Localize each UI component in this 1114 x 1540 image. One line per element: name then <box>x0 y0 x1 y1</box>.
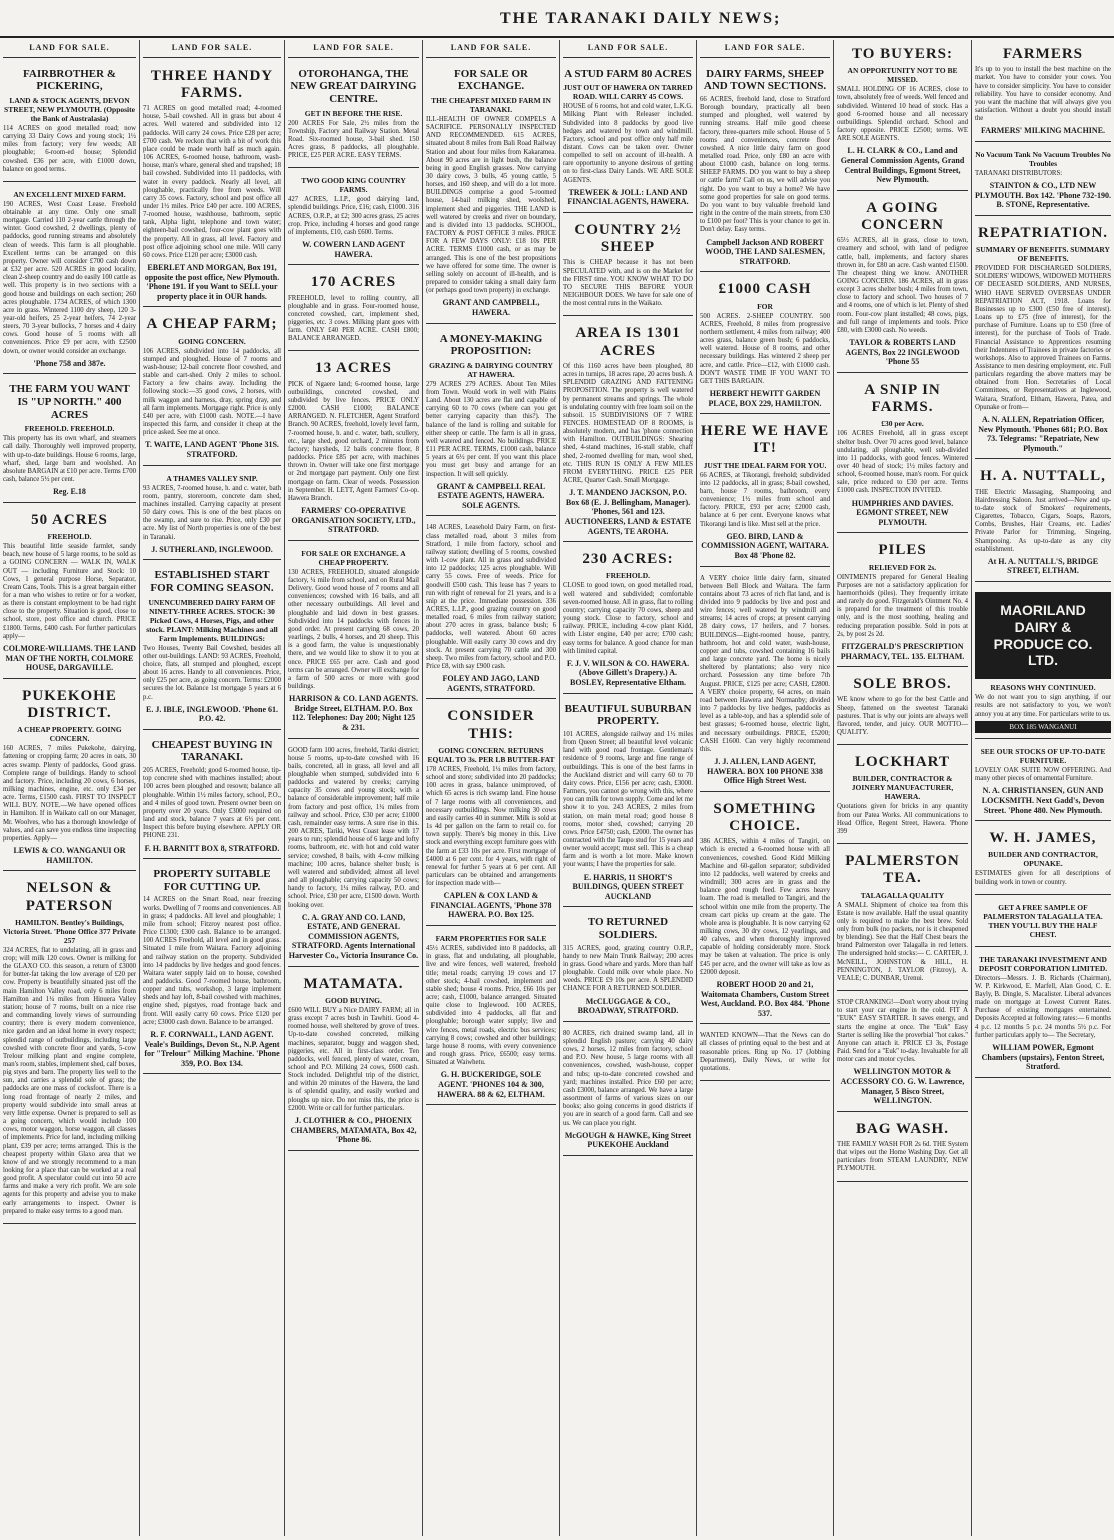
advertisement <box>288 970 419 1151</box>
advertisement-heading: ESTABLISHED START FOR COMING SEASON. <box>150 569 274 594</box>
advertisement-heading: 170 ACRES <box>310 274 397 291</box>
column-8 <box>972 40 1114 1536</box>
advertisement-body: 80 ACRES, rich drained swamp land, all in splendid English pasture; carrying 40 dairy cows, 2 horses, 12 miles from factory, school and P.O. New house, 5 large rooms with all conveniences, cowshed, wash-house, copper and tubs; up-to-date concreted cowshed and yard; machines installed. Price £60 per acre; cash £3000, balance arranged. We have a large assortment of farms of various sizes on our books; also going concerns in good districts if you are in search of a good farm. Call and see us. We can place you right. <box>563 1029 693 1127</box>
advertisement-heading: TO BUYERS: <box>852 46 953 62</box>
advertisement-body: HOUSE of 6 rooms, hot and cold water, L.K.G. Milking Plant with Releaser included. Subdivided into 8 paddocks by good live hedges and watered by town and windmill. Factory, school and post office only half mile distant. Cows can be taken over. Owner compelled to sell on account of ill-health. A rare opportunity to anyone desirous of getting on to first-class Dairy Lands. WE ARE SOLE AGENTS. <box>563 103 693 184</box>
column-heading: LAND FOR SALE. <box>700 40 830 58</box>
advertisement-signature: N. A. CHRISTIANSEN, GUN AND LOCKSMITH. Next Gadd's, Devon Street. 'Phone 480. New Plymouth. <box>981 786 1105 815</box>
advertisement-body: 148 ACRES, Leasehold Dairy Farm, on first-class metalled road, about 3 miles from Stratford, 1 mile from factory, school and railway station; dwelling of 5 rooms, cowshed with 1-cow plant. All in grass and subdivided into 12 paddocks; 125 acres ploughable. Will carry 55 cows. Free of weeds. Price for goodwill £500 cash. This lease has 7 years to run with right of renewal for 21 years, and is a snip at the price. Immediate possession. 336 ACRES, L.I.P., good grazing country on good metalled road, 6 miles from railway station; about 270 acres in grass, balance bush; 6 paddocks, well watered. About 60 acres ploughable. Will easily carry 30 cows and dry stock. At present carrying 70 cattle and 300 sheep. Two miles from factory, school and P.O. Price £8, with say £900 cash. <box>426 524 556 671</box>
advertisement <box>563 1025 693 1156</box>
advertisement-heading: REPATRIATION. <box>977 224 1109 241</box>
advertisement-body: ILL-HEALTH OF OWNER COMPELS A SACRIFICE. PERSONALLY INSPECTED AND RECOMMENDED. 615 ACRES, situated about 8 miles from Bali Road Railway Station and about four miles from Kakaramea. About 90 acres are in light bush, the balance being in good English grasses. Now carrying 30 dairy cows, 3 bulls, 45 young cattle, 5 horses, and 160 sheep, and will do a lot more. BUILDINGS comprise a good 5-roomed house, 14-bail milking shed, woolshed, implement shed and piggeries. THE LAND is well watered by creeks and river on boundary, and is divided into 13 paddocks. SCHOOL, FACTORY & POST OFFICE 3 miles. PRICE FOR A FEW DAYS ONLY: £18 10s PER ACRE. TERMS £1000 cash, or as may be arranged. This is one of the best propositions we have offered for some time. The owner is selling solely on account of ill-health, and is prepared to consider taking a small dairy farm (or perhaps good town property) in exchange. <box>426 115 556 295</box>
advertisement-body: 66 ACRES, freehold land, close to Stratford Borough boundary, practically all been stumped and ploughed, well watered by running streams. Half mile good cheese factory, three-quarters mile school. House of 5 rooms and conveniences, concrete floor cowshed. A nice little dairy farm on good metalled road. Price, only £80 an acre with about £1000 cash, balance on long terms. SHEEP FARMS. DO you want to buy a sheep or cattle farm? Call on us, we will advise you right. Do you want to buy a home? We have some good properties for sale on good terms. Do you want to buy valuable freehold land right in the centre of the main streets, from £30 to £100 per foot? This is your chance to get in. Don't delay. Easy terms. <box>700 95 830 234</box>
advertisement-heading: SOLE BROS. <box>853 676 952 693</box>
advertisement-signature: Campbell Jackson AND ROBERT WOOD, THE LAND SALESMEN, STRATFORD. <box>705 237 825 266</box>
advertisement-signature: F. H. BARNITT BOX 8, STRATFORD. <box>144 843 280 853</box>
advertisement <box>837 376 968 534</box>
advertisement-subheading: A THAMES VALLEY SNIP. <box>166 473 258 483</box>
advertisement <box>426 327 556 517</box>
advertisement-body: Directors—Messrs. J. B. Richards (Chairman), W. P. Kirkwood, E. Marfell, Alan Good, C. E. Bayly, B. Dingle, S. Macalister. Liberal advances made on mortgage at Lowest Current Rates. Purchase of existing mortgages entertained. Deposits Accepted at following rates:— 6 months 4 p.c. 12 months 5 p.c. 24 months 5½ p.c. For further particulars apply to— The Secretary, <box>975 974 1111 1039</box>
advertisement-heading: PILES <box>878 542 927 559</box>
advertisement-heading: 50 ACRES <box>31 511 108 528</box>
advertisement <box>3 506 136 679</box>
advertisement-body: PROVIDED FOR DISCHARGED SOLDIERS, SOLDIERS' WIDOWS, WIDOWED MOTHERS OF DECEASED SOLDIERS, AND NURSES, WHO HAVE SERVED OVERSEAS UNDER REPATRIATION ACT, 1918. Loans for Businesses up to £300 (£50 free of interest). Loans up to £75 (free of interest), for the purchase of Furniture. Loans up to £50 (free of interest), for the purchase of Tools of Trade. Financial Assistance to Apprentices resuming their Indentures of Trainees in private factories or workshops. Also to approved Trainees on Farms. Assistance to men desiring employment, etc. Full particulars regarding the above matters may be obtained from Hon. Secretaries of Local Committees, or Representatives at Inglewood, Waitara, Stratford, Eltham, Hawera, Patea, and Opunake or from— <box>975 265 1111 411</box>
advertisement <box>837 536 968 667</box>
advertisement <box>426 929 556 1105</box>
advertisement-heading: 13 ACRES <box>315 360 392 377</box>
advertisement-heading: LOCKHART <box>855 754 950 771</box>
advertisement <box>563 545 693 693</box>
advertisement-body: This is CHEAP because it has not been SPECULATED with, and is on the Market for the FIRST time. YOU KNOW WHAT TO DO TO SECURE THIS BEFORE YOUR NEIGHBOUR DOES. We have for sale one of the most central runs in the Waikato. <box>563 259 693 308</box>
advertisement-signature: A. N. ALLEN, Repatriation Officer, New Plymouth. 'Phones 681; P.O. Box 73. Telegrams: "Repatriate, New Plymouth." <box>978 414 1108 453</box>
advertisement <box>3 682 136 872</box>
advertisement-subheading: JUST OUT OF HAWERA ON TARRED ROAD. WILL CARRY 45 COWS. <box>563 83 693 102</box>
advertisement-body: 93 ACRES, 7-roomed house, h. and c. water, bath room, pantry, storeroom, concrete dam shed, machines installed. Carrying capacity at present 50 dairy cows. This is one of the best places on the swamp, and sure to rise. Price, only £30 per acre. My list of North properties is one of the best in Taranaki. <box>143 484 281 541</box>
advertisement-heading: A CHEAP FARM; <box>146 316 278 333</box>
advertisement-body: 106 ACRES Freehold, all in grass except shelter bush. Over 70 acres good level, balance undulating, all ploughable, well sub-divided into 11 paddocks, with good fences. Wintered over 40 head of stock; 1½ miles factory and school, 6-roomed house, man's room. For quick sale, price reduced to £30 per acre. Terms £1000 cash. INSPECTION INVITED. <box>837 430 968 495</box>
advertisement-heading: NELSON & PATERSON <box>25 880 114 914</box>
advertisement-heading: PUKEKOHE DISTRICT. <box>22 687 117 721</box>
advertisement-body: 160 ACRES, 7 miles Pukekohe, dairying, fattening or cropping farm; 20 acres in oats, 30 acres swamp. Plenty of paddocks, Good grass. Complete range of buildings. Handy to school and factory. Price, including 20 cows, 6 horses, milking machines, engine, etc. only £34 per acre. Terms, £1500 cash. FIRST TO INSPECT WILL BUY. NOTE.—We have opened offices in Hamilton. If in Waikato call on our Manager, Mr. Woolves, who has a thorough knowledge of values, and can save you endless time inspecting properties. Apply— <box>3 745 136 842</box>
advertisement-signature: HERBERT HEWITT GARDEN PLACE, BOX 229, HAMILTON. <box>708 388 822 408</box>
advertisement-heading: DAIRY FARMS, SHEEP AND TOWN SECTIONS. <box>703 67 827 93</box>
advertisement-subheading: SUMMARY OF BENEFITS. SUMMARY OF BENEFITS. <box>976 245 1110 264</box>
advertisement-banner: MAORILAND DAIRY & PRODUCE CO. LTD. <box>975 592 1111 679</box>
advertisement <box>426 62 556 324</box>
advertisement-body: SMALL HOLDING OF 16 ACRES, close to town, absolutely free of weeds. Well fenced and subdivided. Wintered 10 head of stock. Has a good 6-roomed house and all necessary outbuildings. Splendid orchard. School and factory opposite. PRICE £2500; terms. WE ARE SOLE AGENTS. <box>837 86 968 143</box>
advertisement-subheading: FOR <box>757 301 773 311</box>
advertisement-body: 130 ACRES, FREEHOLD, situated alongside factory, ¼ mile from school, and on Rural Mail Delivery. Good wood house of 7 rooms and all conveniences; cowshed with 16 bails, and all other necessary outbuildings. All level and ploughable and laid down in best grasses. Subdivided into 14 paddocks with fences in good order. At present carrying 68 cows, 20 yearlings, 2 bulls, 4 horses, and 20 sheep. This is a good farm, the value is unquestionably there, and we would like to show it to you at once. PRICE £65 per acre. Cash and good terms can be arranged. Owner will exchange for a farm of 500 acres or more with good buildings. <box>288 568 419 691</box>
advertisement <box>143 862 281 1074</box>
column-7 <box>834 40 972 1536</box>
advertisement-body: 65½ ACRES, all in grass, close to town, creamery and school, with land of pedigree cattle, ball, implements, and factory shares thrown in, for £80 an acre. Cash wanted £1500. The cheapest thing we know. ANOTHER GOING CONCERN. 186 ACRES, all in grass except 3 acres shelter bush; 4 miles from town, close to factory and school. Two houses of 7 and 4 rooms, one of which is let. Plenty of shed room. Four-cow plant installed; 48 cows, pigs, and full range of implements and tools. Price £80, with £3000 cash. No weeds. <box>837 237 968 334</box>
advertisement-body: 200 ACRES For Sale, 2½ miles from the Township, Factory and Railway Station. Metal Road. Six-roomed house, 3-bail shed. 150 Acres grass, 8 paddocks, all ploughable. PRICE, £25 PER ACRE. EASY TERMS. <box>288 119 419 160</box>
advertisement <box>837 994 968 1112</box>
advertisement <box>563 697 693 908</box>
advertisement <box>837 670 968 745</box>
advertisement-subheading: FREEHOLD. <box>47 532 92 542</box>
advertisement <box>3 874 136 1224</box>
column-4 <box>423 40 560 1536</box>
advertisement <box>426 702 556 926</box>
advertisement-body: Two Houses, Twenty Bail Cowshed, besides all other out-buildings. LAND: 93 ACRES, Freehold, choice, flats, all stumped and ploughed, except about 16 acres. Handy to all conveniences. Price, only £25 per acre, as going concern. Terms: £2000 secures the lot. Balance 1st mortgage 5 years at 6 p.c. <box>143 644 281 701</box>
advertisement-body: £600 WILL BUY a Nice DAIRY FARM; all in grass except 7 acres bush in Tawhiti. Good 4-roomed house, well sheltered by grove of trees. Up-to-date cowshed concreted, milking machines, separator, buggy and waggon shed, piggeries, etc. All in first-class order. Ten paddocks, well fenced, plenty of water, cream, school and P.O. Milking 24 cows, £600 cash. Stock included. Delightful trip of the district, and within 20 minutes of the Hawera, the land is of splendid quality, and easily worked and ploughs up nice. Do not miss this, the price is £2000. Write or call for further particulars. <box>288 1006 419 1112</box>
column-heading: LAND FOR SALE. <box>143 40 281 58</box>
advertisement-subheading: GOOD BUYING. <box>325 995 382 1005</box>
advertisement-signature: GRANT AND CAMPBELL, HAWERA. <box>442 298 540 317</box>
advertisement <box>700 1027 830 1081</box>
advertisement-subheading: SEE OUR STOCKS OF UP-TO-DATE FURNITURE. <box>980 747 1106 766</box>
advertisement-subheading: GRAZING & DAIRYING COUNTRY AT HAWERA. <box>429 360 553 379</box>
advertisement-heading: PROPERTY SUITABLE FOR CUTTING UP. <box>153 868 271 893</box>
advertisement <box>975 898 1111 947</box>
advertisement <box>700 275 830 414</box>
advertisement-body: STOP CRANKING!—Don't worry about trying to start your car engine in the cold. FIT A "EUK" EASY STARTER. It saves energy, and starts the engine at once. The "Euk" Easy Starter is selling like the proverbial "hot cakes." Anyone can attach it. PRICE £3 3s, Postage Paid. Send for a "Euk" to-day. Invaluable for all motor cars and motor cycles. <box>837 999 968 1064</box>
advertisement-subheading: FREEHOLD. <box>606 571 650 581</box>
advertisement-heading: FAIRBROTHER & PICKERING, <box>23 67 116 93</box>
column-heading: LAND FOR SALE. <box>426 40 556 58</box>
advertisement-heading: THREE HANDY FARMS. <box>150 67 274 101</box>
advertisement <box>975 219 1111 459</box>
advertisement-subheading: RELIEVED FOR 2s. <box>868 562 937 572</box>
column-heading: LAND FOR SALE. <box>288 40 419 58</box>
advertisement <box>3 377 136 502</box>
advertisement-signature: FOLEY AND JAGO, LAND AGENTS, STRATFORD. <box>442 674 540 693</box>
advertisement-heading: FOR SALE OR EXCHANGE. <box>454 67 528 93</box>
advertisement-body: This property has its own wharf, and steamers call daily. Thoroughly well improved property, with up-to-date buildings. House 6 rooms, large, wharf, shed, large barn and woolshed. An absolute BARGAIN at £10 per acre. Terms £700 cash, balance 5½ per cent. <box>3 435 136 484</box>
advertisement-heading: A SNIP IN FARMS. <box>864 381 941 416</box>
advertisement <box>837 194 968 373</box>
advertisement-body: A SMALL Shipment of choice tea from this Estate is now available. Half the usual quantity only is required to make the best brew. Sold only from bulk (no packets, nor is it cheapened by blending). See that the Half Chest bears the brand Palmerston over Talagalla in red letters. The undersigned hold stocks:— C. CARTER, J. McNEILL, JOHNSTON & HILL, H. PENNINGTON, J. TAYLOR (Fitzroy), A. VEALE; C. DUNBAR, Urenui. <box>837 901 968 982</box>
advertisement <box>288 742 419 967</box>
advertisement-body: 178 ACRES, Freehold, 1¼ miles from factory, school and store; subdivided into 20 paddocks; 100 acres in grass, balance unimproved, of which 65 acres is rich swamp land. Fine house of 7 large rooms with all conveniences, and necessary outbuildings. Now milking 30 cows and easily carries 40 in summer. Milk is sold at 1s 4d per gallon on the farm to retail co. for town supply. There's big money in this. Live stock and everything except furniture goes with the farm at £33 10s per acre. First mortgage of £4000 at 6 per cent. for 4 years, with right of renewal for further 5 years at 6 per cent. All particulars can be obtained and arrangements for inspection made with— <box>426 765 556 888</box>
advertisement-subheading: A CHEAP PROPERTY. GOING CONCERN. <box>17 725 122 744</box>
advertisement-body: WE know where to go for the best Cattle and Sheep, fattened on the sweetest Taranaki pastures. That is why our joints are always well flavored, tender, and juicy. OUR MOTTO—QUALITY. <box>837 696 968 736</box>
advertisement <box>3 62 136 182</box>
advertisement <box>837 40 968 191</box>
advertisement-signature: HARRISON & CO. LAND AGENTS. Bridge Street, ELTHAM. P.O. Box 112. Telephones: Day 200; Night 125 & 231. <box>289 694 418 732</box>
advertisement-body: 106 ACRES, subdivided into 14 paddocks, all stumped and ploughed. House of 7 rooms and wash-house; 12-bail concrete floor cowshed, and stable and cart-shed. Only 2 miles to school. Factory a few chains away. Including the following stock:—35 good cows, 2 horses, with milk waggon and harness, dray, spring dray, and all farm implements. Mortgage right. Price is only £40 per acre, with £1000 cash. NOTE.—I have inspected this farm, and consider it cheap at the price asked. See me at once. <box>143 347 281 437</box>
advertisement-subheading: No Vacuum Tank No Vacuum Troubles No Troubles <box>975 149 1111 168</box>
advertisement-heading: AREA IS 1301 ACRES <box>575 325 681 359</box>
advertisement-body: ESTIMATES given for all descriptions of building work in town or country. <box>975 870 1111 886</box>
advertisement-signature: WELLINGTON MOTOR & ACCESSORY CO. G. W. Lawrence, Manager, 5 Bisco Street, WELLINGTON. <box>840 1067 965 1106</box>
advertisement <box>975 585 1111 739</box>
advertisement-heading: SOMETHING CHOICE. <box>713 800 817 834</box>
advertisement-body: FREEHOLD, level to rolling country, all ploughable and in grass. Four-roomed house, concreted cowshed, cart, implement shed, piggeries, etc. 3 cows. Milking plant goes with farm. ONLY £40 PER ACRE. CASH £800; BALANCE ARRANGED. <box>288 294 419 343</box>
advertisement <box>426 519 556 699</box>
advertisement <box>975 824 1111 895</box>
advertisement <box>700 795 830 1025</box>
advertisement-signature: TREWEEK & JOLL: LAND AND FINANCIAL AGENTS, HAWERA. <box>567 187 689 207</box>
advertisement-heading: PALMERSTON TEA. <box>845 853 960 887</box>
advertisement-signature: LEWIS & CO. WANGANUI OR HAMILTON. <box>13 846 126 865</box>
advertisement-subheading: LAND & STOCK AGENTS, DEVON STREET, NEW PLYMOUTH. (Opposite the Bank of Australasia) <box>4 95 135 123</box>
advertisement-heading: BAG WASH. <box>856 1120 949 1137</box>
advertisement-signature: W. COWERN LAND AGENT HAWERA. <box>302 240 405 259</box>
advertisement-signature: C. A. GRAY AND CO. LAND, ESTATE, AND GENERAL COMMISSION AGENTS, STRATFORD. Agents International Harvester Co., Victoria Insurance Co. <box>288 912 419 961</box>
advertisement-signature: COLMORE-WILLIAMS. THE LAND MAN OF THE NORTH, COLMORE HOUSE, DARGAVILLE. <box>3 643 136 673</box>
advertisement <box>288 62 419 169</box>
advertisement <box>563 319 693 542</box>
advertisement-body: TARANAKI DISTRIBUTORS: <box>975 169 1063 177</box>
advertisement-signature: J. CLOTHIER & CO., PHOENIX CHAMBERS, MATAMATA, Box 42, 'Phone 86. <box>290 1115 417 1145</box>
advertisement-signature: J. SUTHERLAND, INGLEWOOD. <box>151 544 273 554</box>
advertisement-subheading: REASONS WHY CONTINUED. <box>990 683 1096 693</box>
advertisement-subheading: HAMILTON. Bentley's Buildings, Victoria Street. 'Phone Office 377 Private 257 <box>3 917 136 945</box>
advertisement <box>143 733 281 859</box>
advertisement <box>837 748 968 844</box>
advertisement-body: 427 ACRES, L.I.P., good dairying land, splendid buildings. Price, £16; cash, £1000. 316 ACRES, O.R.P., at £2; 300 acres grass, 25 acres crop. Price, including 4 horses and good range of implements, £10, cash £600. Terms. <box>288 196 419 236</box>
advertisement-subheading: FREEHOLD. FREEHOLD. <box>24 424 115 434</box>
advertisement-heading: A MONEY-MAKING PROPOSITION: <box>439 332 543 358</box>
advertisement-subheading: GOING CONCERN. RETURNS EQUAL TO 3s. PER LB BUTTER-FAT <box>427 745 555 764</box>
advertisement-body: This beautiful little seaside farmlet, sandy beach, new house of 5 large rooms, to be sold as a GOING CONCERN — WALK IN, WALK OUT — including Furniture and Stock: 10 Cows, 1 general purpose Horse, Separator, Cream Cans, Tools. This is a great bargain either for a man who wishes to retire or for a worker, as there is constant employment to be had right close to the property. Situation is good, close to school, store, post office and church. PRICE £1800. Terms, £400 cash. For further particulars apply— <box>3 543 136 640</box>
advertisement-body: 386 ACRES, within 4 miles of Tangiri, on which is erected a 6-roomed house with all conveniences, cowshed. Good Kidd Milking Machine and 60-gallon separator; subdivided into 12 paddocks, well watered by creeks and windmill; 300 acres are in grass and the balance good rough feed. Few acres heavy loam. The road is metalled to Tangiri, and the school within one mile from the property. The cream cart picks up cream at the gate. The whole area is ploughable. It is now carrying 62 milking cows, 30 dry cows, 12 yearlings, and 40 calves, and when thoroughly improved capable of holding considerably more. Stock may be taken at valuation. The price is only £45 per acre, and the owner will take as low as £2000 deposit. <box>700 838 830 976</box>
advertisement-heading: FARMERS <box>1002 46 1084 62</box>
masthead-title: THE TARANAKI DAILY NEWS; <box>500 10 782 27</box>
advertisement-body: GOOD farm 100 acres, freehold, Tariki district; house 5 rooms, up-to-date cowshed with 16 bails, concreted, all in grass, all level and all ploughable when stumped, subdivided into 6 paddocks and watered by creeks; carrying capacity 35 cows and young stock; with a balance of considerable improvement; half mile from factory and post office, 1¼ miles from railway and school. Price, £30 per acre; £1000 cash, remainder easy terms. A sure rise in this. 200 ACRES, Tariki, West Coast lease with 17 years to run; splendid house of 6 large and lofty rooms, bathroom, etc. with hot and cold water service; cowshed, 8 bails, with 4-cow milking machine; 100 acres, balance shelter bush; is well watered and subdivided; almost all level and all ploughable; carrying capacity 50 cows; handy to factory, 1¼ miles railway, P.O. and school. Price, £30 per acre, £1500 down. Worth looking over. <box>288 746 419 909</box>
advertisement-heading: W. H. JAMES, <box>989 830 1097 847</box>
advertisement <box>563 216 693 316</box>
advertisement-signature: At H. A. NUTTALL'S, BRIDGE STREET, ELTHAM. <box>987 556 1099 576</box>
advertisement-body: 205 ACRES, Freehold; good 6-roomed house, tip-top concrete shed with machines installed; about 100 acres been ploughed and resown; balance all ploughable. Within 1½ miles factory, school, P.O., and 4 miles of good town. Present owner been on property over 20 years. Only £3000 required on land and stock, balance 7 years at 6½ per cent. Inspect this before buying elsewhere. APPLY OR PHONE 231. <box>143 767 281 840</box>
advertisement-body: 500 ACRES. 2-SHEEP COUNTRY. 500 ACRES, Freehold, 8 miles from progressive northern settlement, 4 miles from railway; 400 acres grass, balance green bush; 6 paddocks, well watered. House of 8 rooms, and other necessary buildings. Has wintered 2 sheep per acre, and cattle. Price—£12, with £1000 cash. DON'T WASTE TIME IF YOU WANT TO GET THIS BARGAIN. <box>700 312 830 385</box>
advertisement <box>837 847 968 991</box>
advertisement-subheading: £30 per Acre. <box>881 419 924 429</box>
advertisement-body: A VERY choice little dairy farm, situated between Bell Block and Waitara. The farm contains about 73 acres of rich flat land, and is divided into 9 paddocks by live and post and wire fences; well watered by windmill and streams; 14 acres of crops; at present carrying 28 dairy cows, 17 heifers, and 7 horses. BUILDINGS—Eight-roomed house, pantry, bathroom, hot and cold water, wash-house, copper and tubs, cowshed containing 16 bails and large concrete yard. The home is nicely sheltered by plantations; also very nice orchard. Possession any time before 7th August. PRICE, £125 per acre; CASH, £2800. A VERY choice property, 64 acres, on main road between Hawera and Normanby; divided into 7 paddocks by live hedges, paddocks as level as a table-top, and has a splendid sole of best grasses; 6-roomed house, electric light, and necessary outbuildings. PRICE, £5200; CASH £1600. Can very highly recommend this. <box>700 574 830 753</box>
advertisement-body: LOVELY OAK SUITE NOW OFFERING. And many other pieces of ornamental Furniture. <box>975 767 1111 783</box>
advertisement <box>700 570 830 792</box>
masthead <box>0 0 1114 38</box>
advertisement-body: We do not want you to sign anything, if our results are not satisfactory to you, we won't annoy you at any time. For particulars write to us. <box>975 694 1111 718</box>
advertisement-heading: OTOROHANGA, THE NEW GREAT DAIRYING CENTRE. <box>290 67 417 105</box>
advertisement-signature: WILLIAM POWER, Egmont Chambers (upstairs), Fenton Street, Stratford. <box>981 1042 1105 1072</box>
advertisement-body: Of this 1160 acres have been ploughed, 80 acres in turnips, 18 acres rape, 20 acres bush. A SPLENDID GRAZING AND FATTENING PROPOSITION. The property is well watered by permanent streams and springs. The whole is undulating country with free loam soil on the subsoil. 15 SUBDIVISIONS OF 7 WIRE FENCES. HOMESTEAD OF 8 ROOMS, is absolutely modern, and has 'phone connection with Hamilton. OUTBUILDINGS: Shearing shed, 4-stand machines, 16-stall stable, chaff shed, 2-roomed dwelling for man, wool shed, etc. THIS RUN IS ONLY A FEW MILES FROM EVERYTHING. PRICE £25 PER ACRE, Quarter Cash. Small Mortgage. <box>563 362 693 485</box>
column-heading: LAND FOR SALE. <box>3 40 136 58</box>
advertisement-body: CLOSE to good town, on good metalled road, well watered and subdivided; comfortable seven-roomed house. All in grass, flat to rolling country; carrying capacity 70 cows, sheep and young stock. Close to factory, school and railway. PRICE, including 4-cow plant Kidd, with Lister engine, £40 per acre; £700 cash; easy terms for balance. A good chance for man with limited capital. <box>563 582 693 655</box>
advertisement-signature: G. H. BUCKERIDGE, SOLE AGENT. 'PHONES 104 & 300, HAWERA. 88 & 62, ELTHAM. <box>437 1070 545 1099</box>
column-heading: LAND FOR SALE. <box>563 40 693 58</box>
advertisement <box>143 563 281 730</box>
advertisement-signature: F. J. V. WILSON & CO. HAWERA. (Above Gillett's Drapery.) A. BOSLEY, Representative Eltham. <box>566 658 690 688</box>
advertisement-body: THE FAMILY WASH FOR 2s 6d. THE System that wipes out the Home Washing Day. Get all particulars from STEAM LAUNDRY, NEW PLYMOUTH. <box>837 1140 968 1173</box>
advertisement-signature: J. J. ALLEN, LAND AGENT, HAWERA. BOX 100 PHONE 338 Office High Street West. <box>707 756 823 786</box>
advertisement-signature: HUMPHRIES AND DAVIES. EGMONT STREET, NEW PLYMOUTH. <box>851 498 954 527</box>
advertisement <box>975 40 1111 142</box>
advertisement-signature: McGOUGH & HAWKE, King Street PUKEKOHE Auckland <box>564 1130 692 1150</box>
advertisement-heading: £1000 CASH <box>718 281 812 298</box>
advertisement-body: 279 ACRES 279 ACRES. About Ten Miles from Town. Would work in well with Plains Land. About 130 acres are flat and capable of carrying 60 to 70 cows (where can you get better carrying capacity than this?). The balance of the land is rolling and suitable for either sheep or cattle. The farm is all in grass, well watered and fenced. No buildings. PRICE £11 PER ACRE. TERMS, £1000 cash, balance 5 years at 6½ per cent. If you want this place you must get busy and arrange for an inspection. It will sell quickly. <box>426 380 556 478</box>
advertisement-signature: EBERLET AND MORGAN, Box 191, opposite the post office, New Plymouth. 'Phone 191. If you Want to SELL your property place it in OUR hands. <box>144 263 280 301</box>
advertisement-heading: 230 ACRES: <box>582 551 674 568</box>
advertisement-signature: T. WAITE, LAND AGENT 'Phone 31S. STRATFORD. <box>145 440 279 459</box>
advertisement <box>700 62 830 273</box>
advertisement-signature: J. T. MANDENO JACKSON, P.O. Box 68 (E. J. Bellingham, Manager). 'Phones, 561 and 123. AUCTIONEERS, LAND & ESTATE AGENTS, TE AROHA. <box>564 488 692 536</box>
advertisement-heading: A STUD FARM 80 ACRES <box>564 67 692 80</box>
advertisement-body: 315 ACRES, good, grazing country O.R.P., handy to new Main Trunk Railway; 200 acres in grass. Good whare and yards. More than half ploughable. Could milk over whole place. No weeds. PRICE £9 10s per acre. A SPLENDID CHANCE FOR A RETURNED SOLDIER. <box>563 944 693 993</box>
advertisement-signature: FITZGERALD'S PRESCRIPTION PHARMACY, TEL. 135. ELTHAM. <box>840 641 965 661</box>
advertisement-signature: Reg. E.18 <box>53 487 86 497</box>
advertisement-heading: COUNTRY 2½ SHEEP <box>574 221 682 256</box>
advertisement <box>143 62 281 308</box>
advertisement-subheading: GOING CONCERN. <box>178 336 246 346</box>
column-5 <box>560 40 697 1536</box>
advertisement-heading: A GOING CONCERN <box>861 199 944 233</box>
advertisement-subheading: AN EXCELLENT MIXED FARM. <box>13 189 126 199</box>
advertisement-signature: 'Phone 758 and 387e. <box>33 358 106 368</box>
column-2 <box>140 40 285 1536</box>
advertisement <box>288 354 419 540</box>
advertisement-body: It's up to you to install the best machine on the market. You have to consider your cows. You have to consider simplicity. You have to consider reliability. You have to consider economy. And you want the machine that will always give you satisfaction. Without a doubt you should install the <box>975 66 1111 123</box>
advertisement-subheading: TALAGALLA QUALITY <box>860 890 945 900</box>
advertisement-heading: H. A. NUTTALL, <box>980 468 1106 485</box>
advertisement-subheading: AN OPPORTUNITY NOT TO BE MISSED. <box>847 66 958 85</box>
advertisement-subheading: THE TARANAKI INVESTMENT AND DEPOSIT CORPORATION LIMITED. <box>978 954 1108 973</box>
advertisement-body: 101 ACRES, alongside railway and 1½ miles from Queen Street; all beautiful level volcanic land with good road frontage. Gentleman's residence of 9 rooms, large and fine range of outbuildings. This is one of the best farms in the Auckland district and will carry 60 to 70 dairy cows. Price, £156 per acre; cash, £3000. Farmers, you cannot go wrong with this, where you can milk for town supply. Come and let me show it to you. 243 ACRES, 2 miles from station, on main metal road; good house 8 rooms, motor shed, cowshed; carrying 20 cows. Price £4750; cash, £2000. The owner has contracted with the Taupo stud for 15 years and owner would accept; must sell. This is a cheap farm and is worth a lot more. Make known your wants; I have the properties for sale. <box>563 730 693 869</box>
advertisement-signature: E. J. IBLE, INGLEWOOD. 'Phone 61. P.O. 42. <box>145 704 279 724</box>
advertisement-heading: HERE WE HAVE IT! <box>700 423 830 457</box>
advertisement-signature: ROBERT HOOD 20 and 21, Waitomata Chambers, Custom Street West, Auckland. P.O. Box 484. 'Phone 537. <box>700 979 830 1018</box>
advertisement-subheading: TWO GOOD KING COUNTRY FARMS. <box>301 176 406 195</box>
advertisement <box>975 462 1111 582</box>
advertisement <box>700 417 830 566</box>
advertisement-signature: R. F. CORNWALL, LAND AGENT. Veale's Buildings, Devon St., N.P. Agent for "Trelour" Milking Machine. 'Phone 359, P.O. Box 134. <box>144 1029 280 1068</box>
advertisement-signature: L. H. CLARK & CO., Land and General Commission Agents, Grand Central Buildings, Egmont Street, New Plymouth. <box>840 146 965 185</box>
advertisement-subheading: JUST THE IDEAL FARM FOR YOU. <box>703 460 827 470</box>
advertisement-body: PICK of Ngaere land; 6-roomed house, large outbuildings, concreted cowshed, and subdivided by live fences. PRICE ONLY £2000. CASH £1000; BALANCE ARRANGED. N. FLETCHER, Agent Stratford Branch. 90 ACRES, freehold, lovely level farm, 7-roomed house, h. and c. water, bath, scullery, etc., large shed, good orchard, 2 minutes from factory; haysheds, 12 bails concrete floor, 8 paddocks. Price £85 per acre, with machines thrown in. Owner will take one first mortgage or 2nd mortgage part payment. Only one first mortgage on farm. Clear of weeds. Possession in September. H. LETT, Agent Farmers' Co-op. Hawera Branch. <box>288 380 419 502</box>
advertisement-body: Quotations given for bricks in any quantity from our Patea Works. All communications to Head Office, Regent Street, Hawera. 'Phone 399 <box>837 803 968 835</box>
advertisement-body: 114 ACRES on good metalled road; now carrying 33 Dairy Cows and young stock; 1½ miles from factory; very few weeds; All ploughable; 6-room-ed house; Splendid cowshed. £36 per acre, with £1000 down, balance on good terms. <box>3 124 136 173</box>
advertisement-signature: STAINTON & CO., LTD NEW PLYMOUTH. Box 142. 'Phone 732-190. B. STONE, Representative. <box>975 181 1111 210</box>
advertisement <box>143 310 281 465</box>
advertisement-signature: FARMERS' MILKING MACHINE. <box>980 126 1106 136</box>
advertisement <box>288 544 419 739</box>
advertisement-signature: GRANT & CAMPBELL REAL ESTATE AGENTS, HAWERA. SOLE AGENTS. <box>436 481 546 510</box>
advertisement <box>288 171 419 265</box>
advertisement-heading: BEAUTIFUL SUBURBAN PROPERTY. <box>564 702 692 728</box>
advertisement <box>975 950 1111 1078</box>
advertisement-body: THE Electric Massaging, Shampooing and Hairdressing Saloon. Just arrived—New and up-to-date stock of Smokers' requirements, Cigarettes, Tobacco, Cigars, Soaps, Razors, Combs, Brushes, Hair Creams, etc. Ladies' Private Parlor for Trimming, Singeing, Shampooing. As up-to-date as any city establishment. <box>975 488 1111 553</box>
advertisement-heading: MATAMATA. <box>303 975 404 992</box>
advertisement <box>563 62 693 213</box>
advertisement-subheading: BUILDER AND CONTRACTOR, OPUNAKE. <box>988 850 1098 869</box>
advertisement-signature: E. HARRIS, 11 SHORT'S BUILDINGS, QUEEN STREET AUCKLAND <box>572 872 684 901</box>
advertisement <box>975 145 1111 216</box>
advertisement <box>143 469 281 561</box>
advertisement <box>563 910 693 1021</box>
advertisement-signature: TAYLOR & ROBERTS LAND AGENTS, Box 22 INGLEWOOD 'Phone 55 <box>845 338 960 367</box>
advertisement-subheading: GET A FREE SAMPLE OF PALMERSTON TALAGALLA TEA. THEN YOU'LL BUY THE HALF CHEST. <box>983 902 1103 939</box>
advertisement-heading: TO RETURNED SOLDIERS. <box>587 916 669 942</box>
advertisement-body: OINTMENTS prepared for General Healing Purposes are not a satisfactory application for haemorrhoids (piles). They frequently irritate and rarely do good. Fitzgerald's Ointment No. 4 is prepared for the treatment of this trouble only, and is the most soothing, healing and reducing preparation possible. Sold in pots at 2s, by post 2s 2d. <box>837 573 968 638</box>
advertisement-signature: GEO. BIRD, LAND & COMMISSION AGENT, WAITARA. Box 48 'Phone 82. <box>701 531 829 560</box>
advertisement-heading: CONSIDER THIS: <box>447 708 535 742</box>
advertisement-body: 45½ ACRES, subdivided into 8 paddocks, all in grass, flat and undulating, all ploughable, live and wire fences, well watered, freehold title; metal roads; carrying 19 cows and 17 other stock; 4-bail cowshed, implement and stable shed; house 4 rooms. Price, £66 10s per acre; cash, £1000, balance arranged. Situated quite close to Inglewood. 100 ACRES, subdivided into 4 paddocks, all flat and ploughable; borough water supply; live and wire fences, metal roads, electric bus services; carrying 8 cows; cowshed and other buildings; large house 8 rooms, with every convenience and rough grass. Price, £6500; easy terms. Situated at Waiwhetu. <box>426 945 556 1067</box>
advertisement <box>837 1115 968 1182</box>
column-3 <box>285 40 423 1536</box>
advertisement-body: 324 ACRES, flat to undulating, all in grass and crop; will milk 120 cows. Owner is milking for the GLAXO CO. this season, a return of £3000 for butter-fat taking the low average of £20 per cow. Property is beautifully situated just off the main Hamilton Valley road, only 6 miles from Hamilton and 1¼ miles from Hinuera Valley station; house of 7 rooms, built on a nice rise and commanding lovely views of surrounding country; there is every modern convenience, nice garden and an ideal home in every respect; splendid range of outbuildings, including large cowshed with concrete floor and yards, 5-cow Trelour milking plant and engine complete, man's room, stables, implement shed, calf boxes, pig styes and barn. The property lies well to the sun, and carries a splendid sole of grass; the paddocks are one mass of cocksfoot. There is a long road frontage of nearly 2 miles, and property would subdivide into small areas at very little expense. Owner is prepared to sell as a going concern, which would include 100 cows, motor waggon, horse waggon, all classes of implements. Price for land, including milking plant, £39 per acre; terms arranged. This is the cheapest property within Glaxo area that we know of and we strongly recommend to a man looking for a place that can be worked at a real good profit. A speculator could cut into 50 acre farms and make a very rich profit. We are sole agents for this property and advise you to make early arrangements to inspect. Owner is prepared to make easy terms to a good man. <box>3 946 136 1215</box>
advertisement-signature: BOX 185 WANGANUI <box>975 721 1111 733</box>
advertisement-body: 71 ACRES on good metalled road; 4-roomed house, 5-bail cowshed. All in grass but about 4 acres. Well watered and subdivided into 12 paddocks. Will carry 24 cows. Price £28 per acre; £700 cash. We reckon that with a bit of work this place could be made worth half as much again. 106 ACRES, 6-roomed house, bathroom, wash-house, man's whare, general shed and trapshed; 18 bail cowshed. Subdivided into 11 paddocks, with water in every paddock. Nearly all level, all ploughable, practically free from weeds. Will carry 35 cows. Factory, school and post office all under 1½ miles. Price £40 per acre. 100 ACRES, 7-roomed house, washhouse, bathroom, septic tank, Alpha light, telephone and town water; eighteen-bail cowshed, four-cow plant goes with the property. All in grass, all level. Factory and post office adjoining school one mile. Will carry 60 cows. Price £120 per acre; £3000 cash. <box>143 105 281 259</box>
advertisement-body: 66 ACRES, at Tikorangi, freehold; subdivided into 12 paddocks, all in grass; 8-bail cowshed, barn, house 7 rooms, bathroom, every convenience; 1½ miles from school and factory. PRICE, £93 per acre; £2000 cash, balance at 6 per cent. Everyone knows what Tikorangi land is like. Must sell at the price. <box>700 471 830 528</box>
advertisement-subheading: UNENCUMBERED DAIRY FARM OF NINETY-THREE ACRES. STOCK: 30 Picked Cows, 4 Horses, Pigs, and other stock. PLANT: Milking Machines and all Farm Implements. BUILDINGS: <box>146 597 278 643</box>
advertisement-body: WANTED KNOWN—That the News can do all classes of printing equal to the best and at reasonable prices. Ring up No. 17 (Jobbing Department), Daily News, or write for quotations. <box>700 1032 830 1072</box>
advertisement-subheading: BUILDER, CONTRACTOR & JOINERY MANUFACTURER, HAWERA. <box>851 774 954 802</box>
advertisement <box>3 185 136 375</box>
advertisement <box>288 268 419 351</box>
column-1 <box>0 40 140 1536</box>
advertisement-subheading: FARM PROPERTIES FOR SALE <box>435 934 547 944</box>
advertisement-heading: THE FARM YOU WANT IS "UP NORTH." 400 ACRES <box>9 383 130 421</box>
column-6 <box>697 40 834 1536</box>
advertisement-heading: CHEAPEST BUYING IN TARANAKI. <box>151 738 273 764</box>
advertisement-signature: McCLUGGAGE & CO., BROADWAY, STRATFORD. <box>577 996 679 1016</box>
advertisement-signature: CAPLEN & COX LAND & FINANCIAL AGENTS, 'Phone 378 HAWERA. P.O. Box 125. <box>430 891 552 920</box>
advertisement-signature: FARMERS' CO-OPERATIVE ORGANISATION SOCIETY, LTD., STRATFORD. <box>291 506 416 535</box>
advertisement-subheading: GET IN BEFORE THE RISE. <box>304 108 403 118</box>
advertisement-subheading: THE CHEAPEST MIXED FARM IN TARANAKI. <box>431 95 551 114</box>
advertisement-body: 190 ACRES, West Coast Lease. Freehold obtainable at any time. Only one small mortgage. Carried 110 2-year cattle through the winter. Good cowshed, 2 dwellings, plenty of paddocks, good running streams and absolutely clean of weeds. This farm is all ploughable. Excellent terms can be arranged on this property. Owner will consider £700 cash down at £32 per acre. 520 ACRES in good locality, clean 2-sheep country and do easily 100 cattle as well. This property is in two sections with a good house and buildings on each section; 260 acres ploughable. 1734 ACRES, of which 1300 acre in grass. Wintered 1100 dry sheep, 120 3-year-old heifers, 25 2-year heifers, 74 2-year steers, 70 3-year bullocks, 7 horses and 4 dairy cows. Good house of 5 rooms with all conveniences. Price £9 per acre, with £2500 down, or owner would consider an exchange. <box>3 200 136 355</box>
advertisement <box>975 742 1111 821</box>
advertisement-body: 14 ACRES on the Smart Road, near freezing works. Dwelling of 7 rooms and conveniences. All in grass; 4 paddocks. All level and ploughable; 1 mile from school; Fitzroy nearest post office. Price £1300; £300 cash. Balance to be arranged. 100 ACRES Freehold, all level and in good grass. Situated 1 mile from Waitara. Factory adjoining and railway station on the property. Subdivided into 14 paddocks by live hedges and good fences. Waitara water supply laid on to house, cowshed and paddocks. Good 7-roomed house, bathroom, copper and tubs, workshop, 3 large implement sheds and hay loft, 8-bail cowshed with machines, engine shed, pigstyes, road frontage back and front. Will easily carry 60 cows. Price £120 per acre; £3000 cash down. Balance to be arranged. <box>143 896 281 1026</box>
advertisement-subheading: FOR SALE OR EXCHANGE. A CHEAP PROPERTY. <box>301 548 406 567</box>
